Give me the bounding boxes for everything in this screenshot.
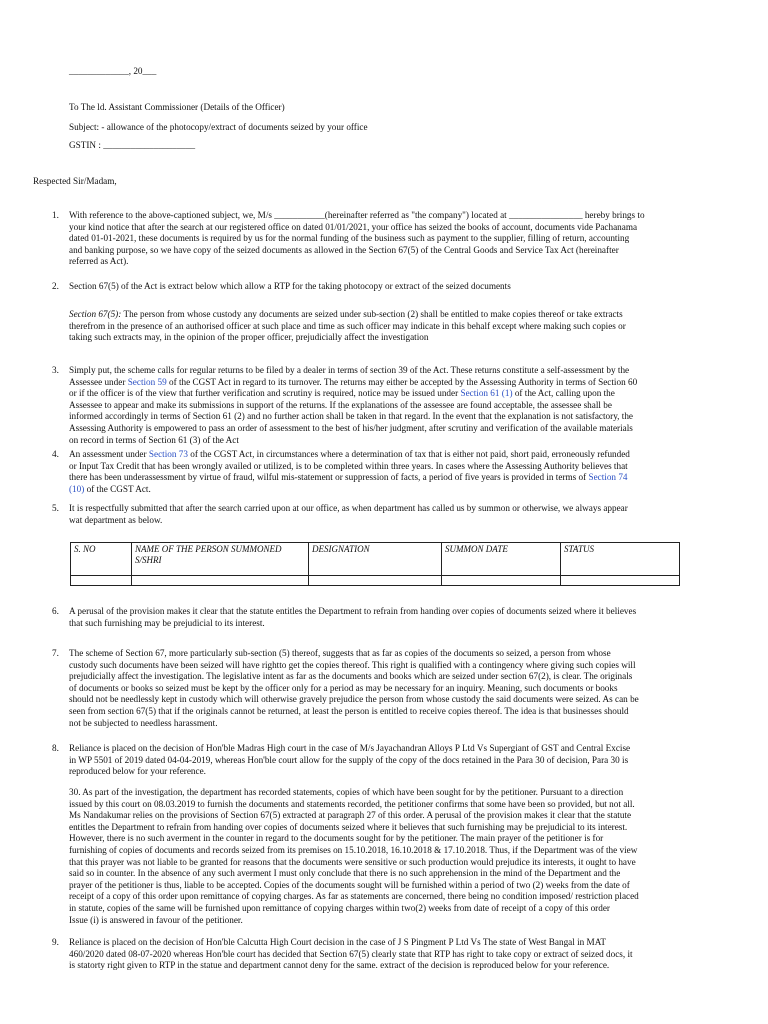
paragraph-2: Section 67(5) of the Act is extract below which allow a RTP for the taking photocopy or extract of the seized documents	[69, 281, 511, 291]
recipient-line: To The ld. Assistant Commissioner (Details of the Officer)	[69, 102, 285, 112]
paragraph-1	[69, 210, 731, 268]
text-line: not be subjected to needless harassment.	[69, 717, 218, 728]
paragraph-number: 8.	[52, 743, 59, 753]
table-header-cell: SUMMON DATE	[442, 543, 561, 576]
text-line: on record in terms of Section 61 (3) of the Act	[69, 434, 239, 445]
text-line: 460/2020 dated 08-07-2020 whereas Hon'ble court has decided that Section 67(5) clearly state that RTP has right to take copy or extract of seized docs, it	[69, 948, 633, 959]
text-line: prejudicially affect the investigation. The legislative intent as far as the documents and books which are seized under section 67(2), is clear. The originals	[69, 671, 633, 682]
text-line: informed accordingly in terms of Section 61 (2) and no further action shall be taken in that regard. In the event that the explanation is not satisfactory, the	[69, 411, 634, 422]
paragraph-5	[69, 503, 731, 526]
summons-table	[70, 542, 680, 586]
table-header-row	[71, 543, 680, 576]
table-header-cell: NAME OF THE PERSON SUMMONED S/SHRI	[132, 543, 309, 576]
table-cell	[71, 576, 132, 586]
text-line: or Input Tax Credit that has been wrongly availed or utilized, is to be completed within three years. In cases where the Assessing Authority believes that	[69, 460, 628, 471]
paragraph-number: 4.	[52, 449, 59, 459]
table-cell	[132, 576, 309, 586]
date-line: _____________, 20___	[69, 66, 157, 76]
text-line: dated 01-01-2021, these documents is required by us for the normal funding of the business such as payment to the supplier, filling of return, accounting	[69, 233, 630, 244]
text-line: prayer of the petitioner is thus, liable to be accepted. Copies of the documents sought will be furnished within a period of two (2) weeks from the date of	[69, 879, 630, 890]
table-cell	[309, 576, 442, 586]
text-line: taking such extracts may, in the opinion of the proper officer, prejudicially affect the investigation	[69, 332, 429, 343]
para-30-quote	[69, 787, 731, 915]
text-line: your kind notice that after the search at our registered office on dated 01/01/2021, your office has seized the books of account, documents vide Pachanama	[69, 221, 638, 232]
table-header-cell: S. NO	[71, 543, 132, 576]
section-67-5-quote	[69, 309, 731, 344]
salutation: Respected Sir/Madam,	[33, 176, 117, 186]
paragraph-number: 6.	[52, 606, 59, 616]
section-61-1-link[interactable]: Section 61 (1)	[460, 388, 513, 399]
paragraph-6	[69, 606, 731, 629]
text-line: Reliance is placed on the decision of Hon'ble Madras High court in the case of M/s Jayachandran Alloys P Ltd Vs Supergiant of GST and Central Excise	[69, 743, 631, 753]
paragraph-number: 3.	[52, 365, 59, 375]
paragraph-9	[69, 937, 731, 972]
text-line: of documents or books so seized must be kept by the officer only for a period as may be necessary for an inquiry. Meaning, such documents or books	[69, 682, 618, 693]
section-59-link[interactable]: Section 59	[127, 376, 167, 387]
paragraph-number: 9.	[52, 937, 59, 947]
text-span: or if the officer is of the view that further verification and scrutiny is required, notice may be issued under	[69, 388, 461, 399]
paragraph-3	[69, 365, 731, 446]
paragraph-number: 2.	[52, 281, 59, 291]
table-header-cell: DESIGNATION	[309, 543, 442, 576]
paragraph-number: 1.	[52, 210, 59, 220]
text-line: said so in counter. In the absence of any such averment I must only conclude that there is no such apprehension in the mind of the Department and the	[69, 868, 621, 879]
section-74-10-link[interactable]: (10)	[69, 483, 85, 494]
text-span: of the Act, calling upon the	[512, 388, 615, 399]
text-line: The person from whose custody any documents are seized under sub-section (2) shall be entitled to make copies thereof or take extracts	[123, 309, 623, 319]
text-line: Ms Nandakumar relies on the provisions of Section 67(5) extracted at paragraph 27 of this order. A perusal of the provision makes it clear that the statute	[69, 810, 632, 821]
table-header-cell: STATUS	[561, 543, 680, 576]
text-line: reproduced below for your reference.	[69, 766, 206, 777]
text-line: wat department as below.	[69, 514, 163, 525]
subject-line: Subject: - allowance of the photocopy/extract of documents seized by your office	[69, 122, 368, 132]
text-line: in WP 5501 of 2019 dated 04-04-2019, whereas Hon'ble court allow for the supply of the copy of the docs retained in the Para 30 of decision, Para 30 is	[69, 754, 629, 765]
quote-label: Section 67(5):	[69, 309, 122, 319]
text-span: An assessment under	[69, 449, 149, 459]
paragraph-number: 5.	[52, 503, 59, 513]
issue-answer-line: Issue (i) is answered in favour of the petitioner.	[69, 915, 243, 925]
text-span: of the CGST Act.	[84, 483, 151, 494]
text-span: of the CGST Act, in circumstances where a determination of tax that is either not paid, short paid, erroneously refunded	[187, 449, 630, 459]
text-line: The scheme of Section 67, more particularly sub-section (5) thereof, suggests that as far as copies of the documents so seized, a person from whose	[69, 648, 611, 658]
text-line: A perusal of the provision makes it clear that the statute entitles the Department to refrain from handing over copies of documents seized where it believes	[69, 606, 637, 616]
text-line: receipt of a copy of this order upon remittance of copying charges. As far as statements are concerned, there being no condition imposed/ restriction placed	[69, 891, 639, 902]
text-span: of the CGST Act in regard to its turnover. The returns may either be accepted by the Assessing Authority in terms of Section 60	[166, 376, 638, 387]
text-line: custody such documents have been seized will have rightto get the copies thereof. This right is qualified with a contingency where giving such copies will	[69, 659, 636, 670]
text-line: in statute, copies of the same will be furnished upon remittance of copying charges within two(2) weeks from date of receipt of a copy of this order	[69, 902, 610, 913]
text-line: Assessing Authority is empowered to pass an order of assessment to the best of his/her judgment, after scrutiny and verification of the available materials	[69, 422, 633, 433]
text-line: therefrom in the presence of an authorised officer at such place and time as such officer may indicate in this behalf except where making such copies or	[69, 320, 626, 331]
text-line: that such furnishing may be prejudicial to its interest.	[69, 617, 265, 628]
text-line: entitles the Department to refrain from handing over copies of documents seized where it believes that such furnishing may be prejudicial to its interest.	[69, 821, 628, 832]
text-line: referred as Act).	[69, 256, 129, 267]
text-line: is statorty right given to RTP in the statue and department cannot deny for the same. extract of the decision is reproduced below for your reference.	[69, 960, 610, 971]
text-line: 30. As part of the investigation, the department has recorded statements, copies of which have been sought for by the petitioner. Pursuant to a direction	[69, 787, 624, 797]
text-line: However, there is no such averment in the counter in regard to the documents sought for by the petitioner. The main prayer of the petitioner is for	[69, 833, 604, 844]
text-line: It is respectfully submitted that after the search carried upon at our office, as when department has called us by summon or otherwise, we always appear	[69, 503, 628, 513]
table-row	[71, 576, 680, 586]
text-line: furnishing of copies of documents and records seized from its premises on 15.10.2018, 16.10.2018 & 17.10.2018. Thus, if the Department was of the view	[69, 844, 638, 855]
paragraph-7	[69, 648, 731, 729]
table-cell	[442, 576, 561, 586]
text-line: issued by this court on 08.03.2019 to furnish the documents and statements recorded, the petitioner confirms that some have been so provided, but not all.	[69, 798, 635, 809]
text-line: Assessee to appear and make its submissions in support of the returns. If the explanations of the assessee are found acceptable, the assessee shall be	[69, 399, 612, 410]
text-line: seen from section 67(5) that if the originals cannot be returned, at least the person is entitled to receive copies thereof. The idea is that businesses should	[69, 705, 629, 716]
table-cell	[561, 576, 680, 586]
section-73-link[interactable]: Section 73	[148, 449, 188, 459]
text-span: there has been underassessment by virtue of fraud, wilful mis-statement or suppression of facts, a period of five years is provided in terms of	[69, 472, 589, 483]
gstin-line: GSTIN : ____________________	[69, 140, 196, 150]
text-line: With reference to the above-captioned subject, we, M/s ___________(hereinafter referred as "the company") located at ________________ hereby brings to	[69, 210, 645, 220]
text-line: should not be needlessly kept in custody which will otherwise gravely prejudice the person from whose custody the said documents were seized. As can be	[69, 694, 639, 705]
text-line: and banking purpose, so we have copy of the seized documents as allowed in the Section 67(5) of the Central Goods and Service Tax Act (hereinafter	[69, 244, 619, 255]
text-line: that this prayer was not liable to be granted for reasons that the documents were sensitive or such production would prejudice its interests, it ought to have	[69, 856, 636, 867]
section-74-link[interactable]: Section 74	[588, 472, 628, 483]
text-span: Assessee under	[69, 376, 128, 387]
text-line: Simply put, the scheme calls for regular returns to be filed by a dealer in terms of section 39 of the Act. These returns constitute a self-assessment by the	[69, 365, 630, 375]
paragraph-8	[69, 743, 731, 778]
text-line: Reliance is placed on the decision of Hon'ble Calcutta High Court decision in the case of J S Pingment P Ltd Vs The state of West Bangal in MAT	[69, 937, 606, 947]
paragraph-number: 7.	[52, 648, 59, 658]
paragraph-4	[69, 449, 731, 495]
